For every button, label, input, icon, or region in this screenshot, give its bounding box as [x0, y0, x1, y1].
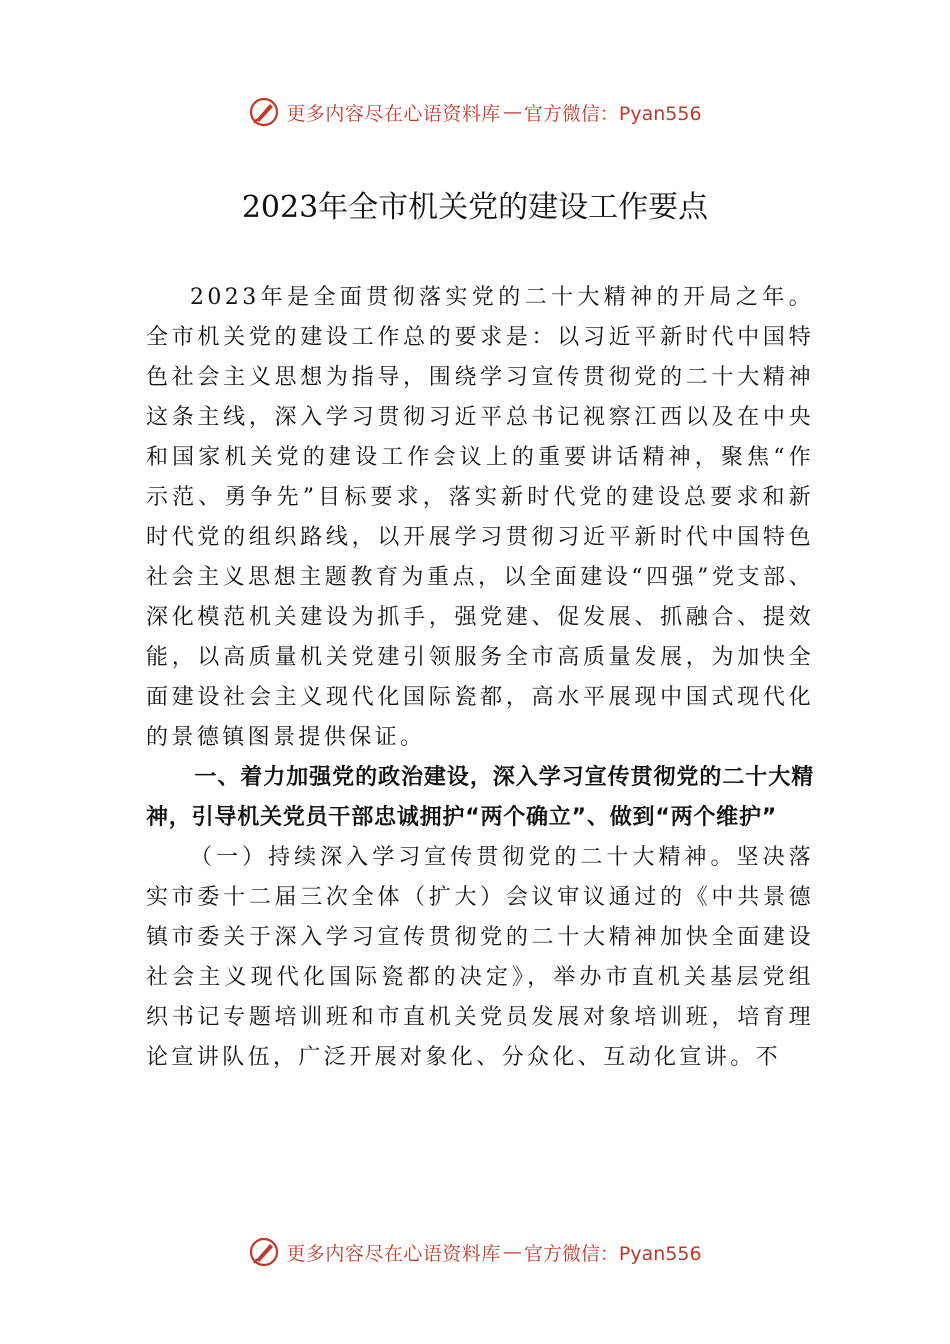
intro-paragraph: 2023年是全面贯彻落实党的二十大精神的开局之年。全市机关党的建设工作总的要求是：以习近平新时代中国特色社会主义思想为指导，围绕学习宣传贯彻党的二十大精神这条主线，深入学习贯彻习近平总书记视察江西以及在中央和国家机关党的建设工作会议上的重要讲话精神，聚焦“作示范、勇争先”目标要求，落实新时代党的建设总要求和新时代党的组织路线，以开展学习贯彻习近平新时代中国特色社会主义思想主题教育为重点，以全面建设“四强”党支部、深化模范机关建设为抓手，强党建、促发展、抓融合、提效能，以高质量机关党建引领服务全市高质量发展，为加快全面建设社会主义现代化国际瓷都，高水平展现中国式现代化的景德镇图景提供保证。	[146, 285, 814, 750]
banner-separator: —	[502, 101, 522, 123]
banner-slogan: 更多内容尽在心语资料库	[286, 102, 501, 125]
quill-pen-logo-icon	[248, 96, 280, 128]
banner-contact: 官方微信：Pyan556	[523, 1242, 702, 1265]
footer-banner	[0, 1230, 950, 1274]
banner-separator: —	[502, 1241, 522, 1263]
document-body	[146, 278, 814, 1078]
header-banner	[0, 90, 950, 134]
document-title: 2023年全市机关党的建设工作要点	[241, 190, 709, 225]
banner-contact: 官方微信：Pyan556	[523, 102, 702, 125]
quill-pen-logo-icon	[248, 1236, 280, 1268]
banner-slogan: 更多内容尽在心语资料库	[286, 1242, 501, 1265]
body-paragraph: （一）持续深入学习宣传贯彻党的二十大精神。坚决落实市委十二届三次全体（扩大）会议审议通过的《中共景德镇市委关于深入学习宣传贯彻党的二十大精神加快全面建设社会主义现代化国际瓷都的决定》，举办市直机关基层党组织书记专题培训班和市直机关党员发展对象培训班，培育理论宣讲队伍，广泛开展对象化、分众化、互动化宣讲。不	[146, 845, 814, 1070]
section-heading: 一、着力加强党的政治建设，深入学习宣传贯彻党的二十大精神，引导机关党员干部忠诚拥护“两个确立”、做到“两个维护”	[146, 765, 814, 830]
